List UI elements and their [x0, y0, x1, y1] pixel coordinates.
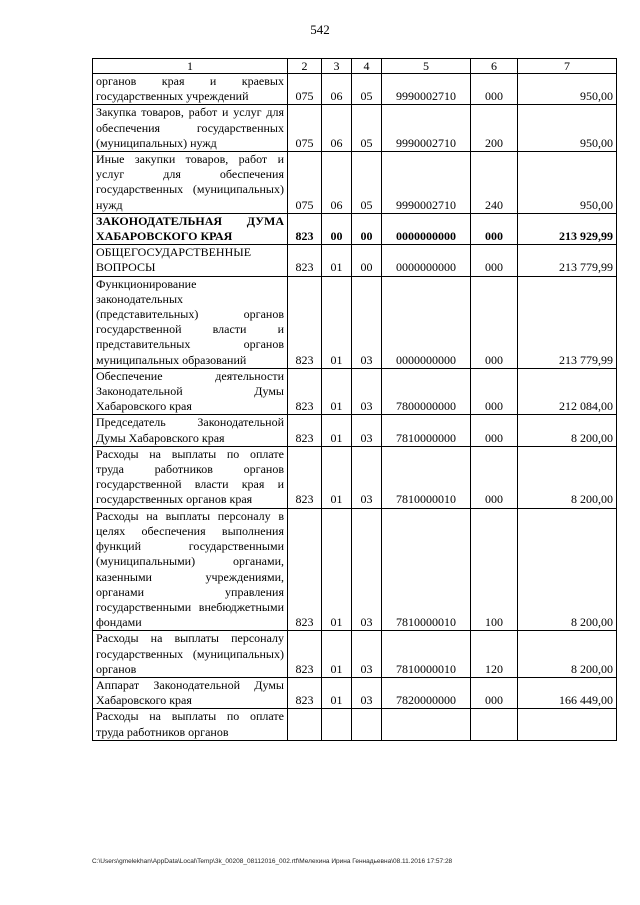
row-subsection: 03	[352, 508, 382, 631]
row-amount: 8 200,00	[518, 508, 617, 631]
row-subsection: 03	[352, 446, 382, 508]
row-section: 01	[322, 446, 352, 508]
header-col-6: 6	[471, 59, 518, 74]
table-row	[93, 508, 617, 631]
row-name: Обеспечение деятельности Законодательной Думы Хабаровского края	[93, 368, 288, 415]
header-col-5: 5	[382, 59, 471, 74]
row-name: Иные закупки товаров, работ и услуг для обеспечения государственных (муниципальных) нужд	[93, 152, 288, 214]
row-name: Расходы на выплаты по оплате труда работников органов государственной власти края и государственных органов края	[93, 446, 288, 508]
row-section: 01	[322, 631, 352, 678]
row-expense-type: 000	[471, 74, 518, 105]
row-name: Расходы на выплаты персоналу государственных (муниципальных) органов	[93, 631, 288, 678]
row-amount: 950,00	[518, 74, 617, 105]
row-ministry-code: 823	[288, 446, 322, 508]
row-subsection: 00	[352, 213, 382, 244]
row-ministry-code: 823	[288, 631, 322, 678]
row-section: 01	[322, 508, 352, 631]
row-ministry-code: 823	[288, 276, 322, 368]
row-amount	[518, 709, 617, 740]
row-target-article	[382, 709, 471, 740]
row-target-article: 7810000010	[382, 631, 471, 678]
row-amount: 213 779,99	[518, 276, 617, 368]
row-section: 01	[322, 276, 352, 368]
row-target-article: 7820000000	[382, 677, 471, 708]
row-ministry-code: 823	[288, 415, 322, 446]
row-target-article: 9990002710	[382, 74, 471, 105]
row-expense-type: 120	[471, 631, 518, 678]
table-row	[93, 105, 617, 152]
table-row	[93, 213, 617, 244]
row-expense-type: 240	[471, 152, 518, 214]
row-amount: 166 449,00	[518, 677, 617, 708]
row-name: Расходы на выплаты персоналу в целях обеспечения выполнения функций государственными (муниципальными) органами, казенными учреждениями, органами управления государственными внебюджетными фондами	[93, 508, 288, 631]
row-expense-type: 000	[471, 415, 518, 446]
row-target-article: 7810000010	[382, 446, 471, 508]
row-amount: 8 200,00	[518, 446, 617, 508]
row-expense-type: 000	[471, 213, 518, 244]
row-subsection: 05	[352, 152, 382, 214]
table-row	[93, 152, 617, 214]
page-number: 542	[310, 22, 330, 37]
row-expense-type: 200	[471, 105, 518, 152]
row-ministry-code: 823	[288, 245, 322, 276]
row-name: Председатель Законодательной Думы Хабаровского края	[93, 415, 288, 446]
row-target-article: 7810000010	[382, 508, 471, 631]
table-row	[93, 415, 617, 446]
table-row	[93, 74, 617, 105]
row-subsection	[352, 709, 382, 740]
row-section: 01	[322, 368, 352, 415]
header-col-7: 7	[518, 59, 617, 74]
row-section: 01	[322, 677, 352, 708]
row-amount: 213 929,99	[518, 213, 617, 244]
row-target-article: 0000000000	[382, 213, 471, 244]
row-name: Функционирование законодательных (представительных) органов государственной власти и представительных органов муниципальных образований	[93, 276, 288, 368]
row-section: 06	[322, 152, 352, 214]
table-row	[93, 245, 617, 276]
row-name: ЗАКОНОДАТЕЛЬНАЯ ДУМА ХАБАРОВСКОГО КРАЯ	[93, 213, 288, 244]
row-amount: 213 779,99	[518, 245, 617, 276]
row-ministry-code: 075	[288, 74, 322, 105]
header-col-4: 4	[352, 59, 382, 74]
table-row	[93, 368, 617, 415]
header-col-1: 1	[93, 59, 288, 74]
row-subsection: 05	[352, 105, 382, 152]
table-row	[93, 631, 617, 678]
header-col-3: 3	[322, 59, 352, 74]
row-subsection: 03	[352, 677, 382, 708]
row-section: 06	[322, 74, 352, 105]
row-expense-type: 000	[471, 245, 518, 276]
table-row	[93, 446, 617, 508]
row-ministry-code: 075	[288, 105, 322, 152]
row-name: Аппарат Законодательной Думы Хабаровского края	[93, 677, 288, 708]
row-target-article: 7800000000	[382, 368, 471, 415]
row-expense-type: 000	[471, 677, 518, 708]
row-expense-type: 100	[471, 508, 518, 631]
row-target-article: 7810000000	[382, 415, 471, 446]
table-row	[93, 677, 617, 708]
row-amount: 212 084,00	[518, 368, 617, 415]
budget-table	[92, 58, 617, 741]
row-section: 01	[322, 415, 352, 446]
row-ministry-code	[288, 709, 322, 740]
header-col-2: 2	[288, 59, 322, 74]
table-row	[93, 709, 617, 740]
row-section: 01	[322, 245, 352, 276]
row-subsection: 03	[352, 415, 382, 446]
row-name: органов края и краевых государственных учреждений	[93, 74, 288, 105]
row-section: 06	[322, 105, 352, 152]
row-ministry-code: 075	[288, 152, 322, 214]
row-section	[322, 709, 352, 740]
row-ministry-code: 823	[288, 508, 322, 631]
row-subsection: 00	[352, 245, 382, 276]
row-subsection: 05	[352, 74, 382, 105]
row-subsection: 03	[352, 368, 382, 415]
table-row	[93, 276, 617, 368]
row-expense-type: 000	[471, 368, 518, 415]
row-name: Расходы на выплаты по оплате труда работников органов	[93, 709, 288, 740]
row-target-article: 0000000000	[382, 276, 471, 368]
row-subsection: 03	[352, 631, 382, 678]
row-expense-type	[471, 709, 518, 740]
row-ministry-code: 823	[288, 677, 322, 708]
row-amount: 950,00	[518, 152, 617, 214]
header-row	[93, 59, 617, 74]
row-target-article: 9990002710	[382, 105, 471, 152]
row-amount: 950,00	[518, 105, 617, 152]
row-expense-type: 000	[471, 276, 518, 368]
row-name: Закупка товаров, работ и услуг для обеспечения государственных (муниципальных) нужд	[93, 105, 288, 152]
row-ministry-code: 823	[288, 368, 322, 415]
row-ministry-code: 823	[288, 213, 322, 244]
row-target-article: 9990002710	[382, 152, 471, 214]
row-expense-type: 000	[471, 446, 518, 508]
file-path-footer: C:\Users\gmelekhan\AppData\Local\Temp\3k_00208_08112016_002.rtf\Мелехина Ирина Геннадьевна\08.11.2016 17:57:28	[92, 858, 453, 865]
row-name: ОБЩЕГОСУДАРСТВЕННЫЕ ВОПРОСЫ	[93, 245, 288, 276]
row-amount: 8 200,00	[518, 415, 617, 446]
row-amount: 8 200,00	[518, 631, 617, 678]
row-section: 00	[322, 213, 352, 244]
row-subsection: 03	[352, 276, 382, 368]
row-target-article: 0000000000	[382, 245, 471, 276]
